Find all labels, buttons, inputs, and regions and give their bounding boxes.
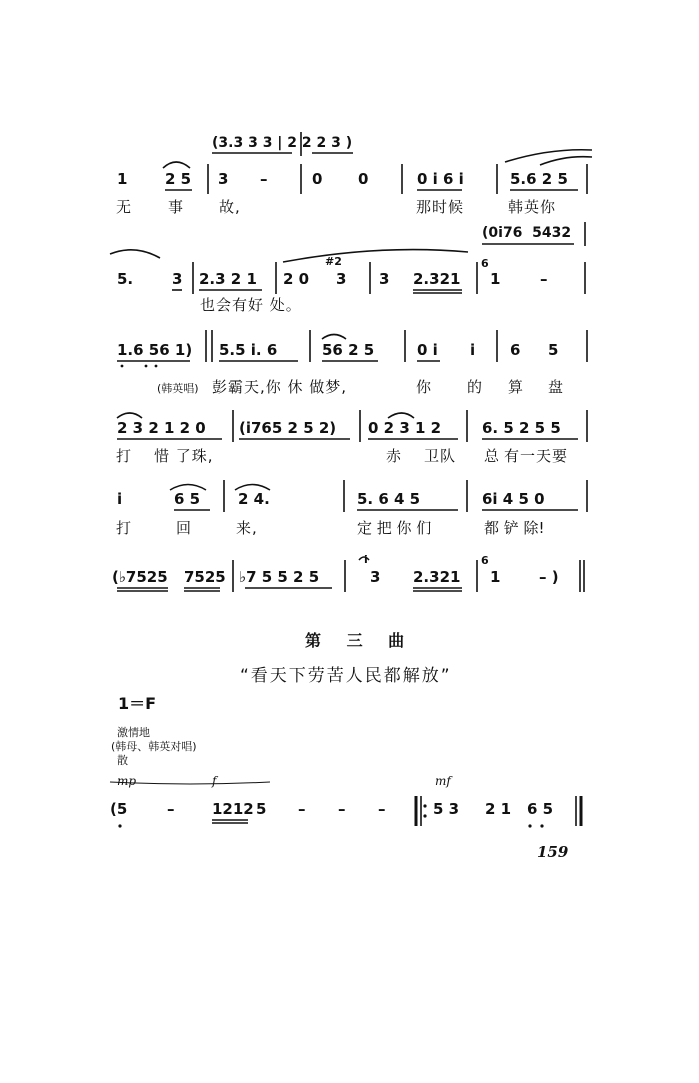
row3-note-5: i (470, 341, 476, 359)
section-title: 第 三 曲 (305, 631, 415, 650)
row1-lyric-3: 故, (219, 198, 241, 216)
octave-dot (540, 824, 543, 827)
row4-note-4: 6. 5 2 5 5 (482, 419, 561, 437)
row4-note-2: (i765 2 5 2) (239, 419, 337, 437)
dynamic-mp: mp (117, 774, 137, 788)
row3-note-6: 6 (510, 341, 521, 359)
row5-note-1: i (117, 490, 123, 508)
row1-note-1: 1 (117, 170, 128, 188)
octave-dot (528, 824, 531, 827)
row7-note-7: – (378, 800, 386, 818)
row7-note-1: (5 (110, 800, 128, 818)
row2-grace-1: #2 (325, 255, 342, 268)
slur (117, 413, 142, 418)
row6-note-1: (♭7525 (112, 568, 168, 586)
row1-lyric-1: 无 (116, 198, 133, 216)
row7-note-3: 1212 (212, 800, 254, 818)
row4-lyric-5: 总 (484, 447, 501, 465)
octave-dot (155, 365, 158, 368)
row3-note-3: 56 2 5 (322, 341, 375, 359)
key-signature: 1＝F (118, 694, 157, 713)
row4-lyric-4: 卫队 (424, 447, 457, 465)
fermata (359, 557, 369, 560)
row3-lyric-3: 的 (467, 378, 484, 396)
row2-note-1: 5. (117, 270, 134, 288)
row3-lyric-5: 盘 (548, 378, 565, 396)
row1-note-3: 3 (218, 170, 229, 188)
slur (235, 485, 270, 491)
row1-note-7: 0 i 6 i (417, 170, 464, 188)
row7-note-9: 2 1 (485, 800, 512, 818)
row3-lyric-2: 你 (416, 378, 433, 396)
row6-note-3: ♭7 5 5 2 5 (239, 568, 320, 586)
row4-note-3: 0 2 3 1 2 (368, 419, 442, 437)
octave-dot (118, 824, 121, 827)
slur (163, 162, 190, 168)
row7-note-2: – (167, 800, 175, 818)
row2-paren-notes: (0i76 5432 (482, 225, 572, 241)
row1-note-2: 2 5 (165, 170, 192, 188)
slur (322, 335, 346, 340)
row7-note-5: – (298, 800, 306, 818)
row2-note-9: – (540, 270, 548, 288)
row2-note-5: 3 (336, 270, 347, 288)
row2-note-6: 3 (379, 270, 390, 288)
row7-note-8: 5 3 (433, 800, 460, 818)
octave-dot (121, 365, 124, 368)
row1-paren-notes: (3.3 3 3 | 2 2 2 3 ) (212, 135, 353, 151)
repeat-dot (423, 804, 426, 807)
section-subtitle: “看天下劳苦人民都解放” (240, 666, 452, 686)
slur (170, 485, 206, 491)
row3-note-7: 5 (548, 341, 559, 359)
row1-note-6: 0 (358, 170, 369, 188)
row6-note-5: 2.321 (413, 568, 461, 586)
row2-note-2: 3 (172, 270, 183, 288)
slur (388, 413, 414, 418)
dynamic-mf: mf (435, 774, 451, 788)
row5-note-4: 5. 6 4 5 (357, 490, 421, 508)
row3-lyric-1: 彭霸天,你 休 做梦, (212, 378, 348, 396)
row2-note-3: 2.3 2 1 (199, 270, 257, 288)
row5-note-5: 6i 4 5 0 (482, 490, 545, 508)
row1-lyric-2: 事 (168, 198, 185, 216)
row5-lyric-2: 回 (176, 519, 193, 537)
row4-lyric-3: 赤 (386, 447, 403, 465)
row4-lyric-1: 打 (116, 447, 133, 465)
row2-grace-2: 6 (481, 257, 489, 270)
row3-singer: (韩英唱) (157, 382, 199, 395)
repeat-dot (423, 814, 426, 817)
row5-lyric-4: 定 把 你 们 (357, 519, 432, 537)
row1-note-5: 0 (312, 170, 323, 188)
row6-grace-2: 6 (481, 554, 489, 567)
row5-note-2: 6 5 (174, 490, 201, 508)
row2-note-4: 2 0 (283, 270, 310, 288)
slur (110, 782, 270, 784)
row7-note-6: – (338, 800, 346, 818)
row1-lyric-5: 韩英你 (508, 198, 557, 216)
row3-note-1: 1.6 56 1) (117, 341, 193, 359)
row3-lyric-4: 算 (508, 378, 525, 396)
row6-note-2: 7525 (184, 568, 226, 586)
row1-note-8: 5.6 2 5 (510, 170, 568, 188)
slur (540, 157, 592, 165)
row3-note-2: 5.5 i. 6 (219, 341, 278, 359)
slur (110, 250, 160, 258)
slur (283, 250, 468, 262)
row5-lyric-1: 打 (116, 519, 133, 537)
row6-note-7: – ) (539, 568, 559, 586)
row5-lyric-3: 来, (236, 519, 258, 537)
slur (505, 150, 592, 162)
row5-lyric-5: 都 铲 除! (484, 519, 545, 537)
octave-dot (145, 365, 148, 368)
row5-note-3: 2 4. (238, 490, 270, 508)
row4-lyric-6: 有一天要 (504, 447, 569, 465)
row2-note-7: 2.321 (413, 270, 461, 288)
row1-lyric-4: 那时候 (416, 198, 465, 216)
performers: (韩母、韩英对唱) (111, 740, 197, 753)
row7-note-4: 5 (256, 800, 267, 818)
row6-note-6: 1 (490, 568, 501, 586)
row1-note-4: – (260, 170, 268, 188)
row6-note-4: 3 (370, 568, 381, 586)
row4-note-1: 2 3 2 1 2 0 (117, 419, 206, 437)
row2-note-8: 1 (490, 270, 501, 288)
row4-lyric-2: 惜 了珠, (154, 447, 214, 465)
row3-note-4: 0 i (417, 341, 438, 359)
page-number: 159 (537, 843, 569, 861)
row7-note-10: 6 5 (527, 800, 554, 818)
row6-grace-1: i (364, 553, 368, 566)
dynamic-f: f (212, 774, 217, 788)
free-tempo: 散 (117, 754, 128, 767)
row2-lyric-1: 也会有好 处。 (200, 296, 302, 314)
tempo-marking: 激情地 (117, 726, 150, 739)
